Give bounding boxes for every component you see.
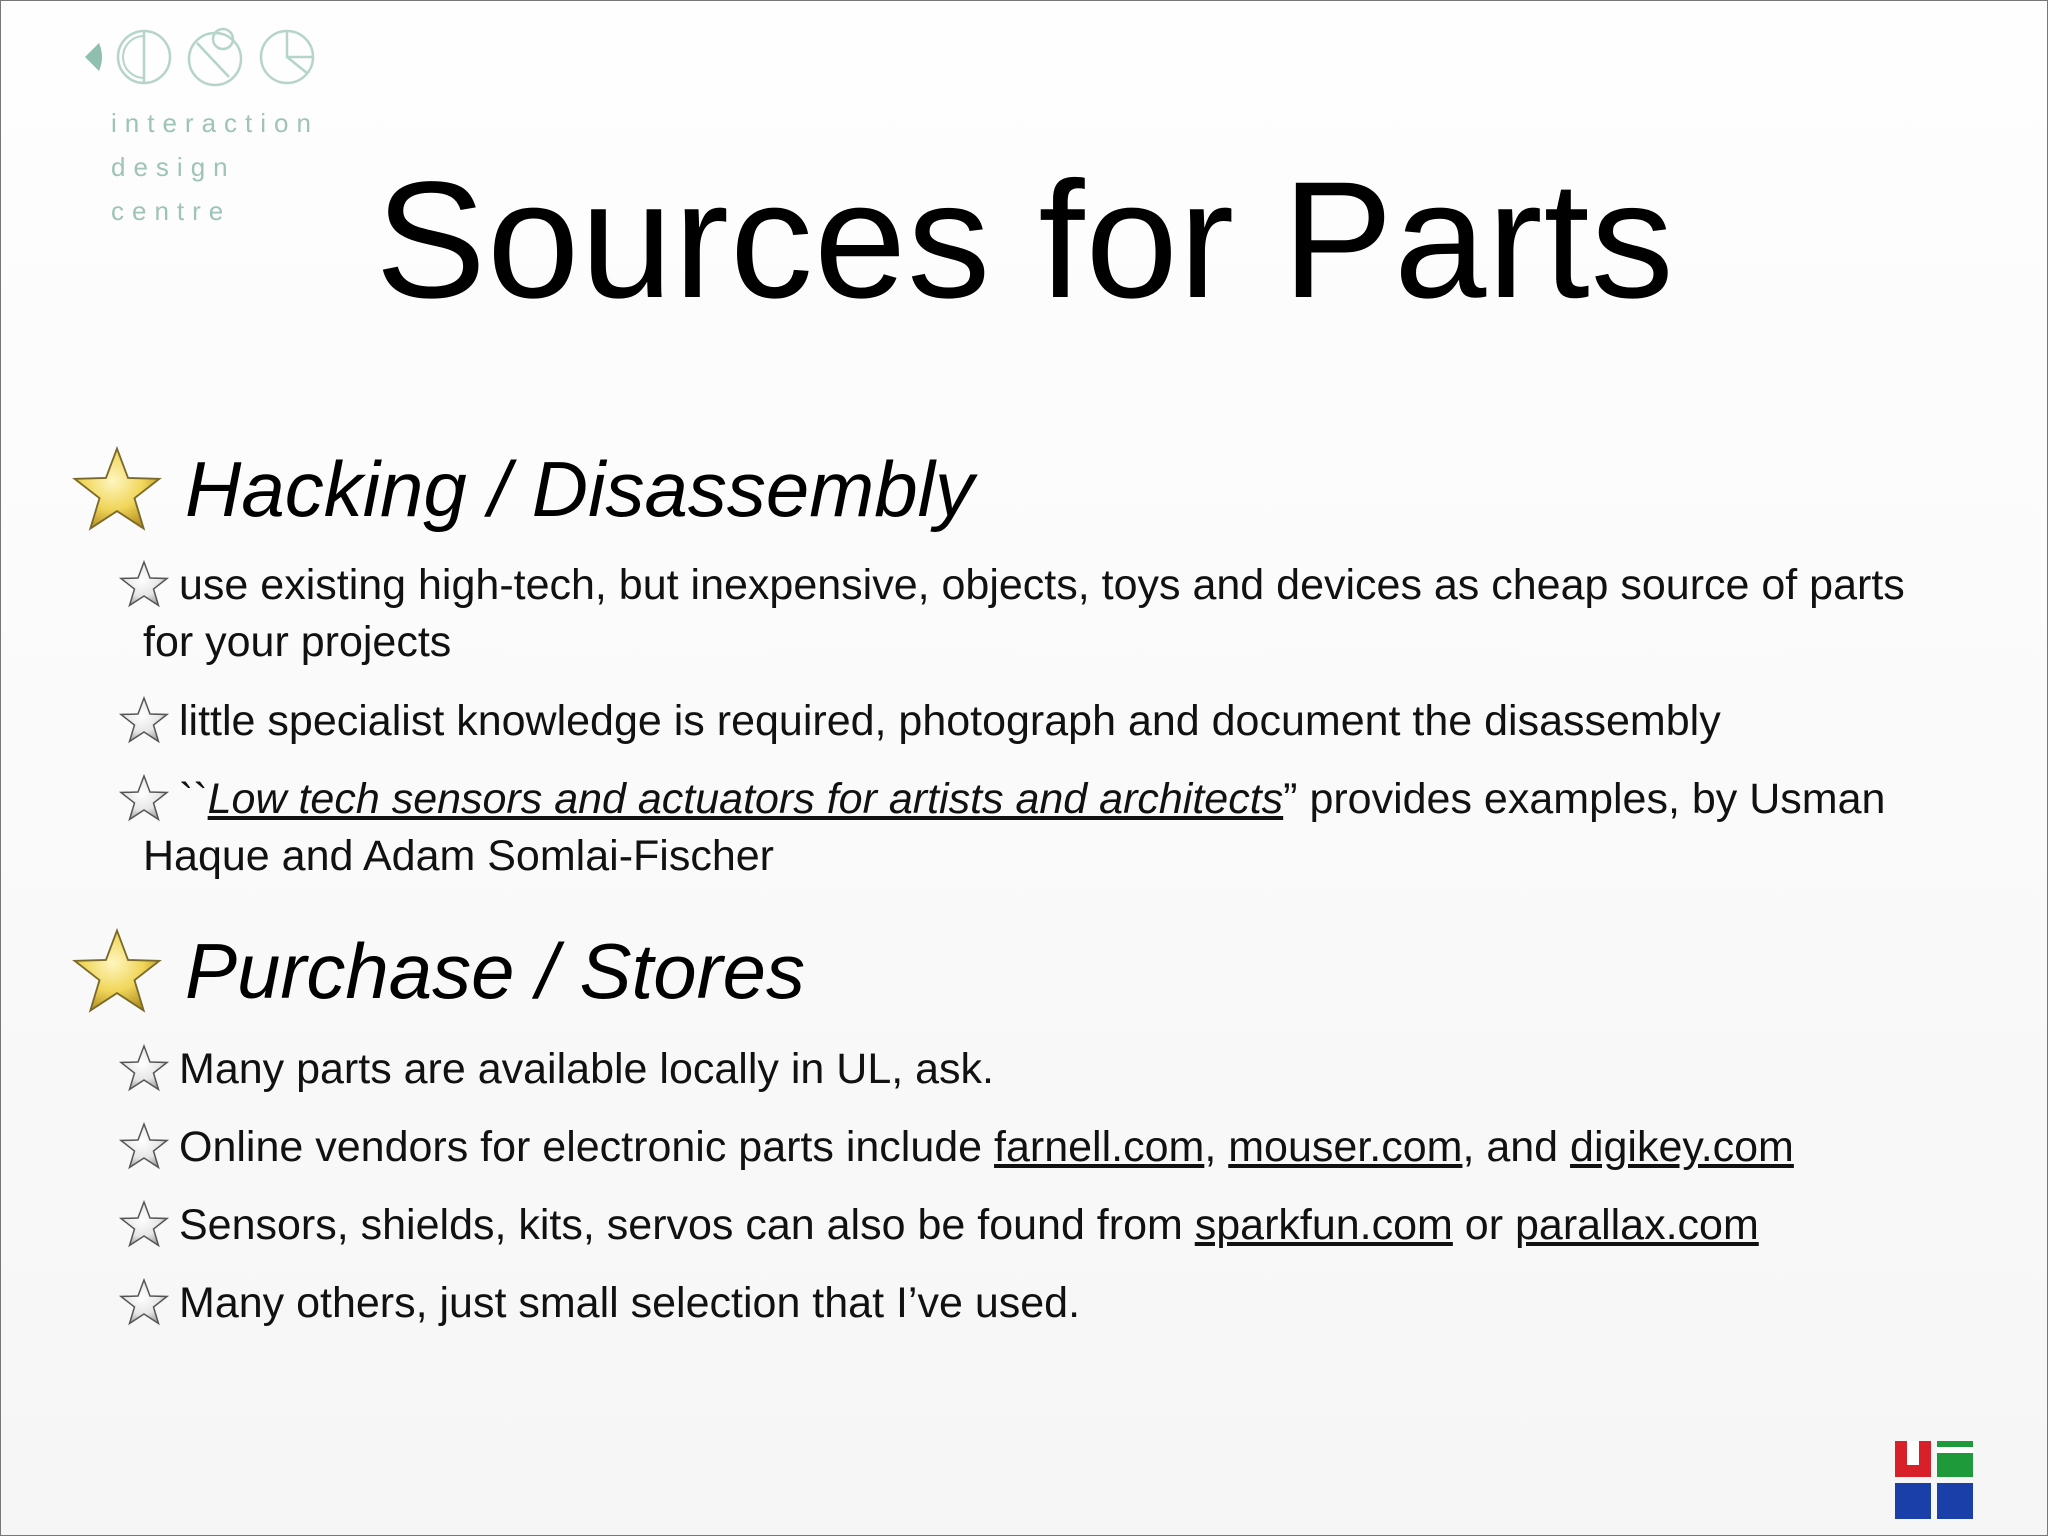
bullet-text: ” provides examples, by Usman: [1283, 775, 1886, 823]
list-item: [119, 1119, 1999, 1176]
list-item: [119, 693, 1999, 750]
book-title-link[interactable]: Low tech sensors and actuators for artists and architects: [207, 775, 1284, 823]
section-purchase: [71, 925, 805, 1017]
list-item: [119, 771, 1999, 885]
silver-star-icon: [119, 1121, 169, 1171]
digikey-link[interactable]: digikey.com: [1570, 1123, 1794, 1171]
logo-line-1: interaction: [111, 108, 319, 138]
bullet-text: Many parts are available locally in UL, ask.: [179, 1045, 994, 1093]
silver-star-icon: [119, 1043, 169, 1093]
sparkfun-link[interactable]: sparkfun.com: [1194, 1201, 1453, 1249]
ul-logo-badge: [1895, 1441, 1973, 1519]
gold-star-icon: [71, 925, 163, 1017]
silver-star-icon: [119, 773, 169, 823]
silver-star-icon: [119, 1199, 169, 1249]
mouser-link[interactable]: mouser.com: [1228, 1123, 1463, 1171]
parallax-link[interactable]: parallax.com: [1515, 1201, 1759, 1249]
section-heading: [71, 925, 805, 1017]
open-quote: ``: [179, 775, 208, 823]
farnell-link[interactable]: farnell.com: [994, 1123, 1205, 1171]
bullet-text: Sensors, shields, kits, servos can also be found from: [179, 1201, 1195, 1249]
leaf-icon: [81, 37, 105, 77]
section-hacking: [71, 443, 974, 535]
bullet-text: use existing high-tech, but inexpensive, objects, toys and devices as cheap source of parts: [179, 561, 1905, 609]
silver-star-icon: [119, 1277, 169, 1327]
list-item: [119, 1275, 1999, 1332]
bullet-text-continued: Haque and Adam Somlai-Fischer: [143, 832, 774, 880]
list-item: [119, 557, 1999, 671]
list-item: [119, 1197, 1999, 1254]
list-item: [119, 1041, 1999, 1098]
section-title-purchase: Purchase / Stores: [185, 927, 805, 1015]
section-heading: [71, 443, 974, 535]
bullet-text: Online vendors for electronic parts include: [179, 1123, 995, 1171]
circle-cycle-icon: [183, 25, 247, 89]
logo-line-3: centre: [111, 196, 232, 226]
circle-quarter-icon: [257, 27, 317, 87]
circle-split-icon: [115, 28, 173, 86]
slide-title: Sources for Parts: [375, 148, 1675, 333]
bullet-text-continued: for your projects: [143, 618, 452, 666]
separator: ,: [1204, 1123, 1229, 1171]
separator: or: [1452, 1201, 1515, 1249]
gold-star-icon: [71, 443, 163, 535]
section-title-hacking: Hacking / Disassembly: [185, 445, 974, 533]
separator: , and: [1462, 1123, 1571, 1171]
logo-symbols: [81, 25, 319, 89]
silver-star-icon: [119, 695, 169, 745]
silver-star-icon: [119, 559, 169, 609]
logo-line-2: design: [111, 152, 236, 182]
bullet-text: Many others, just small selection that I’ve used.: [179, 1279, 1081, 1327]
bullet-text: little specialist knowledge is required, photograph and document the disassembly: [179, 697, 1721, 745]
